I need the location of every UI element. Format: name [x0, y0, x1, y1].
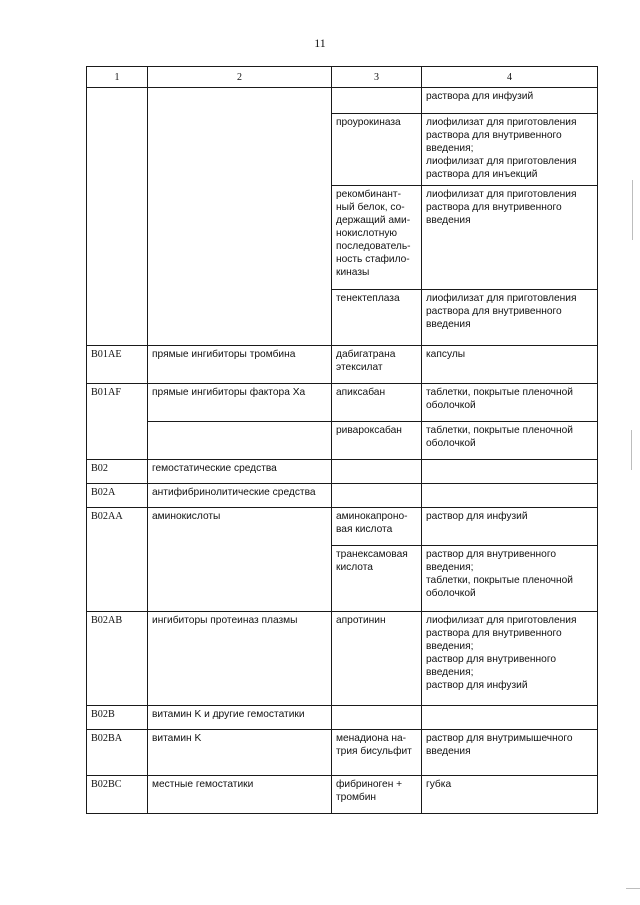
dosage-form-cell [422, 484, 598, 508]
group-name-cell [148, 422, 332, 460]
dosage-form-cell [422, 460, 598, 484]
substance-cell: транексамовая кислота [332, 546, 422, 612]
substance-cell: ривароксабан [332, 422, 422, 460]
atc-code-cell: B02B [87, 706, 148, 730]
table-row [87, 776, 598, 814]
group-name-cell: антифибринолитические средства [148, 484, 332, 508]
dosage-form-cell: раствор для внутримышечного введения [422, 730, 598, 776]
dosage-form-cell: таблетки, покрытые пленочной оболочкой [422, 422, 598, 460]
dosage-form-cell: лиофилизат для приготовления раствора для внутривенного введения [422, 290, 598, 346]
page-number: 11 [314, 36, 326, 50]
substance-cell: рекомбинант- ный белок, со- держащий ами- нокислотную последователь- ность стафило- киназы [332, 186, 422, 290]
dosage-form-cell: раствор для инфузий [422, 508, 598, 546]
atc-code-cell: B02AA [87, 508, 148, 612]
table-row [87, 384, 598, 422]
substance-cell [332, 706, 422, 730]
atc-code-cell: B01AE [87, 346, 148, 384]
dosage-form-cell: раствора для инфузий [422, 88, 598, 114]
substance-cell: тенектеплаза [332, 290, 422, 346]
dosage-form-cell [422, 706, 598, 730]
substance-cell [332, 88, 422, 114]
group-name-cell: аминокислоты [148, 508, 332, 612]
header-col-4: 4 [422, 67, 598, 88]
group-name-cell: витамин K и другие гемостатики [148, 706, 332, 730]
dosage-form-cell: таблетки, покрытые пленочной оболочкой [422, 384, 598, 422]
header-col-3: 3 [332, 67, 422, 88]
dosage-form-cell: капсулы [422, 346, 598, 384]
atc-code-cell: B02AB [87, 612, 148, 706]
atc-code-cell: B02BA [87, 730, 148, 776]
table-row [87, 422, 598, 460]
table-header-row [87, 67, 598, 88]
table-row [87, 706, 598, 730]
group-name-cell [148, 88, 332, 346]
dosage-form-cell: лиофилизат для приготовления раствора для внутривенного введения [422, 186, 598, 290]
substance-cell: проурокиназа [332, 114, 422, 186]
scan-mark [631, 430, 632, 470]
atc-code-cell: B02A [87, 484, 148, 508]
table-row [87, 346, 598, 384]
atc-code-cell: B01AF [87, 384, 148, 460]
table-row [87, 508, 598, 546]
group-name-cell: местные гемостатики [148, 776, 332, 814]
table-body [87, 88, 598, 814]
group-name-cell: прямые ингибиторы фактора Xa [148, 384, 332, 422]
substance-cell: аминокапроно- вая кислота [332, 508, 422, 546]
atc-code-cell [87, 88, 148, 346]
atc-code-cell: B02 [87, 460, 148, 484]
substance-cell: менадиона на- трия бисульфит [332, 730, 422, 776]
table-row [87, 730, 598, 776]
header-col-2: 2 [148, 67, 332, 88]
group-name-cell: гемостатические средства [148, 460, 332, 484]
substance-cell: апиксабан [332, 384, 422, 422]
dosage-form-cell: раствор для внутривенного введения; таблетки, покрытые пленочной оболочкой [422, 546, 598, 612]
group-name-cell: прямые ингибиторы тромбина [148, 346, 332, 384]
substance-cell: апротинин [332, 612, 422, 706]
scan-mark [626, 888, 640, 889]
drug-classification-table [86, 66, 598, 814]
substance-cell [332, 484, 422, 508]
substance-cell: дабигатрана этексилат [332, 346, 422, 384]
scan-mark [632, 180, 633, 240]
substance-cell: фибриноген + тромбин [332, 776, 422, 814]
group-name-cell: витамин K [148, 730, 332, 776]
dosage-form-cell: губка [422, 776, 598, 814]
atc-code-cell: B02BC [87, 776, 148, 814]
dosage-form-cell: лиофилизат для приготовления раствора для внутривенного введения; лиофилизат для приготовления раствора для инъекций [422, 114, 598, 186]
table-row [87, 484, 598, 508]
dosage-form-cell: лиофилизат для приготовления раствора для внутривенного введения; раствор для внутривенного введения; раствор для инфузий [422, 612, 598, 706]
table-row [87, 88, 598, 114]
table-row [87, 460, 598, 484]
header-col-1: 1 [87, 67, 148, 88]
substance-cell [332, 460, 422, 484]
group-name-cell: ингибиторы протеиназ плазмы [148, 612, 332, 706]
table-row [87, 612, 598, 706]
